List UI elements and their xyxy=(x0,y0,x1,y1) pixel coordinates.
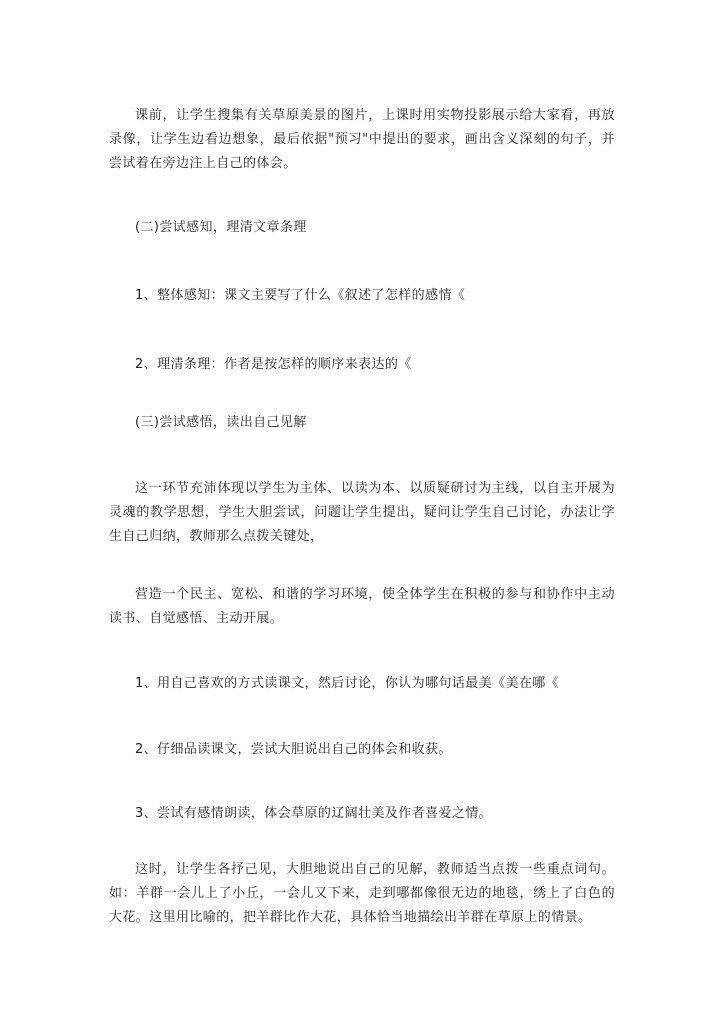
list-item-read-carefully: 2、仔细品读课文，尝试大胆说出自己的体会和收获。 xyxy=(135,742,452,757)
list-item-read-emotion: 3、尝试有感情朗读，体会草原的辽阔壮美及作者喜爱之情。 xyxy=(135,806,493,821)
paragraph-preparation: 课前，让学生搜集有关草原美景的图片，上课时用实物投影展示给大家看，再放录像，让学生边看边想象，最后依据"预习"中提出的要求，画出含义深刻的句子，并尝试着在旁边注上自己的体会。 xyxy=(109,108,615,171)
paragraph-discussion: 这时，让学生各抒己见，大胆地说出自己的见解，教师适当点拨一些重点词句。如：羊群一会儿上了小丘，一会儿又下来，走到哪都像很无边的地毯，绣上了白色的大花。这里用比喻的，把羊群比作大花，具体恰当地描绘出羊群在草原上的情景。 xyxy=(109,862,615,925)
paragraph-teaching-idea: 这一环节充沛体现以学生为主体、以读为本、以质疑研讨为主线，以自主开展为灵魂的教学思想，学生大胆尝试，问题让学生提出，疑问让学生自己讨论，办法让学生自己归纳，教师那么点拨关键处， xyxy=(109,481,615,544)
section-heading-2: (二)尝试感知，理清文章条理 xyxy=(135,220,307,235)
list-item-read-discuss: 1、用自己喜欢的方式读课文，然后讨论，你认为哪句话最美《美在哪《 xyxy=(135,676,560,691)
section-heading-3: (三)尝试感悟，读出自己见解 xyxy=(135,415,307,430)
paragraph-environment: 营造一个民主、宽松、和谐的学习环境，使全体学生在积极的参与和协作中主动读书、自觉感悟、主动开展。 xyxy=(109,587,615,626)
list-item-clarify-structure: 2、理清条理：作者是按怎样的顺序来表达的《 xyxy=(135,357,412,372)
list-item-overall-perception: 1、整体感知：课文主要写了什么《叙述了怎样的感情《 xyxy=(135,288,466,303)
